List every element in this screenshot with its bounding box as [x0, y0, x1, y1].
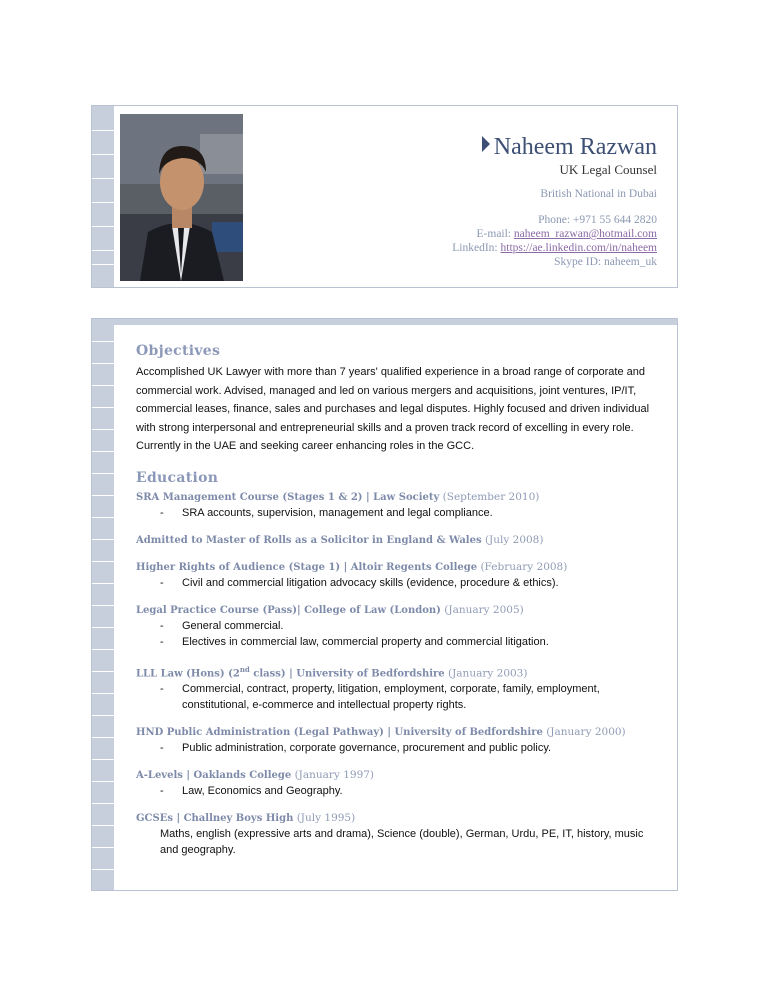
education-entry: GCSEs | Challney Boys High (July 1995) Maths, english (expressive arts and drama), Science (double), German, Urdu, PE, IT, history, music and geography. — [136, 811, 661, 858]
email-link[interactable]: naheem_razwan@hotmail.com — [513, 228, 657, 240]
education-heading: Education — [136, 469, 219, 486]
triangle-icon — [482, 136, 490, 152]
list-item: - Law, Economics and Geography. — [160, 783, 661, 799]
job-title: UK Legal Counsel — [559, 162, 657, 177]
education-entry: LLL Law (Hons) (2nd class) | University of Bedfordshire (January 2003) - Commercial, contract, property, litigation, employment, corporate, family, employment, constitutional, e-commerce and intellectual property rights. — [136, 662, 661, 713]
list-item: - Civil and commercial litigation advocacy skills (evidence, procedure & ethics). — [160, 575, 661, 591]
decorative-stripe — [92, 106, 114, 287]
list-item: - SRA accounts, supervision, management and legal compliance. — [160, 505, 661, 521]
decorative-stripe — [92, 319, 114, 890]
education-entry: Admitted to Master of Rolls as a Solicitor in England & Wales (July 2008) — [136, 533, 544, 546]
contact-block — [452, 132, 657, 269]
body-content — [136, 343, 661, 858]
phone: Phone: +971 55 644 2820 — [538, 214, 657, 226]
candidate-name: Naheem Razwan — [452, 132, 657, 162]
list-item: Maths, english (expressive arts and drama), Science (double), German, Urdu, PE, IT, history, music and geography. — [160, 827, 644, 856]
list-item: - Electives in commercial law, commercial property and commercial litigation. — [160, 634, 661, 650]
list-item: - General commercial. — [160, 618, 661, 634]
linkedin-line: LinkedIn: https://ae.linkedin.com/in/naheem — [452, 242, 657, 254]
top-divider — [114, 319, 677, 325]
list-item: - Commercial, contract, property, litigation, employment, corporate, family, employment, constitutional, e-commerce and intellectual property rights. — [160, 681, 661, 713]
education-entry: Legal Practice Course (Pass)| College of Law (London) (January 2005) - General commercial. - Electives in commercial law, commercial property and commercial litigation. — [136, 603, 661, 650]
list-item: - Public administration, corporate governance, procurement and public policy. — [160, 740, 661, 756]
email-line: E-mail: naheem_razwan@hotmail.com — [476, 228, 657, 240]
education-entry: A-Levels | Oaklands College (January 1997) - Law, Economics and Geography. — [136, 768, 661, 799]
nationality: British National in Dubai — [540, 188, 657, 200]
header-panel — [91, 105, 678, 288]
objectives-heading: Objectives — [136, 343, 221, 359]
education-entry: Higher Rights of Audience (Stage 1) | Altoir Regents College (February 2008) - Civil and commercial litigation advocacy skills (evidence, procedure & ethics). — [136, 560, 661, 591]
skype: Skype ID: naheem_uk — [554, 256, 657, 268]
body-panel — [91, 318, 678, 891]
linkedin-link[interactable]: https://ae.linkedin.com/in/naheem — [500, 242, 657, 254]
education-entry: HND Public Administration (Legal Pathway) | University of Bedfordshire (January 2000) - Public administration, corporate governance, procurement and public policy. — [136, 725, 661, 756]
profile-photo — [120, 114, 243, 281]
objectives-text: Accomplished UK Lawyer with more than 7 years' qualified experience in a broad range of corporate and commercial work. Advised, managed and led on various mergers and acquisitions, joint ventures, IP/IT, commercial leases, finance, sales and purchases and legal disputes. Highly focused and driven individual with strong interpersonal and entrepreneurial skills and a proven track record of excelling in every role. Currently in the UAE and seeking career enhancing roles in the GCC. — [136, 366, 650, 452]
education-entry: SRA Management Course (Stages 1 & 2) | Law Society (September 2010) - SRA accounts, supervision, management and legal compliance. — [136, 490, 661, 521]
